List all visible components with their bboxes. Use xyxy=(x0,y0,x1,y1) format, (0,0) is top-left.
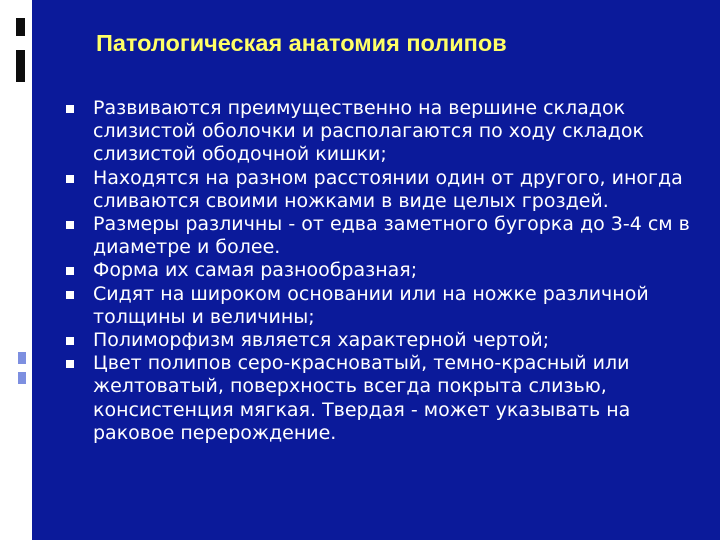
bullet-text: Цвет полипов серо-красноватый, темно-красный или желтоватый, поверхность всегда покрыта слизью, консистенция мягкая. Твердая - может указывать на раковое перерождение. xyxy=(93,352,631,444)
square-bullet-icon xyxy=(66,267,74,275)
square-bullet-icon xyxy=(66,337,74,345)
accent-bar xyxy=(16,50,25,82)
bullet-text: Сидят на широком основании или на ножке различной толщины и величины; xyxy=(93,282,649,328)
bullet-text: Развиваются преимущественно на вершине складок слизистой оболочки и располагаются по ходу складок слизистой ободочной кишки; xyxy=(93,97,645,166)
square-bullet-icon xyxy=(66,360,74,368)
bullet-list xyxy=(66,97,706,445)
bullet-item xyxy=(66,97,706,167)
bullet-item xyxy=(66,283,706,329)
bullet-item xyxy=(66,352,706,445)
square-bullet-icon xyxy=(66,175,74,183)
square-bullet-icon xyxy=(66,291,74,299)
bullet-item xyxy=(66,167,706,213)
square-bullet-icon xyxy=(66,105,74,113)
bullet-text: Находятся на разном расстоянии один от другого, иногда сливаются своими ножками в виде целых гроздей. xyxy=(93,166,683,212)
square-bullet-icon xyxy=(66,221,74,229)
bullet-item xyxy=(66,259,706,282)
bullet-item xyxy=(66,213,706,259)
slide-title: Патологическая анатомия полипов xyxy=(96,30,507,56)
bullet-text: Полиморфизм является характерной чертой; xyxy=(93,329,550,352)
accent-bar xyxy=(16,18,25,36)
accent-bar xyxy=(18,372,26,384)
bullet-item xyxy=(66,329,706,352)
bullet-text: Размеры различны - от едва заметного бугорка до 3-4 см в диаметре и более. xyxy=(93,213,690,259)
accent-bar xyxy=(18,352,26,364)
bullet-text: Форма их самая разнообразная; xyxy=(93,259,418,282)
